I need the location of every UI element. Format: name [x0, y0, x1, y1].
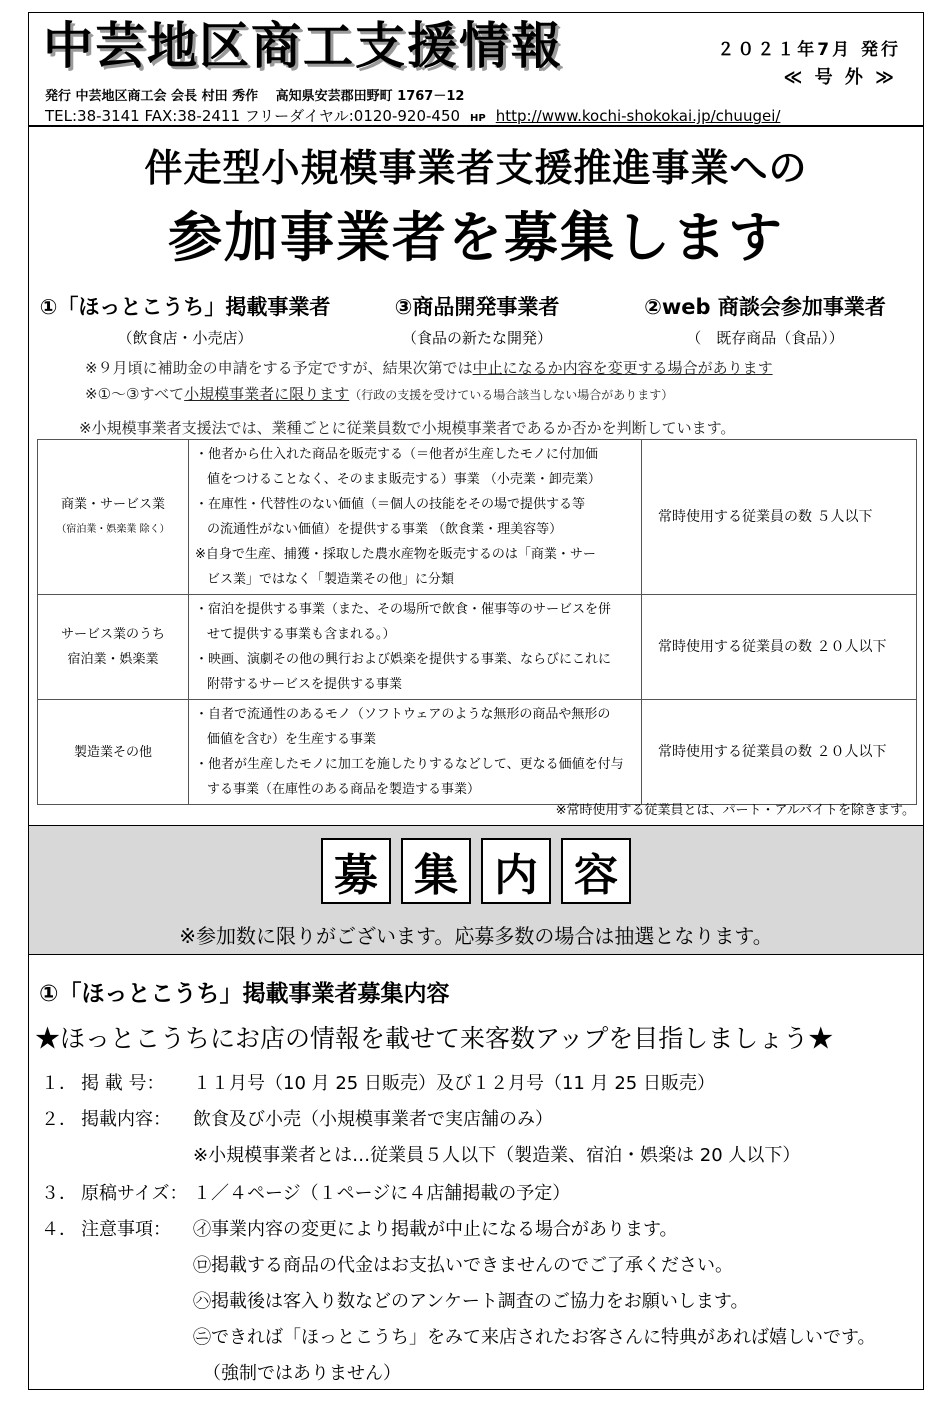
business-type-sub: 宿泊業・娯楽業: [67, 652, 159, 667]
detail-item-continuation: ※小規模事業者とは…従業員５人以下（製造業、宿泊・娯楽は 20 人以下）: [193, 1145, 801, 1166]
detail-item-continuation: ㋥できれば「ほっとこうち」をみて来店されたお客さんに特典があれば嬉しいです。: [193, 1327, 876, 1348]
issue-date: ２０２１年7月 発行: [717, 40, 901, 60]
masthead-title: 中芸地区商工支援情報: [43, 17, 563, 75]
item-label: 注意事項：: [81, 1219, 171, 1240]
business-type-cell: [38, 595, 189, 700]
issue-type: ≪ 号 外 ≫: [783, 67, 897, 88]
item-number: ４．: [41, 1219, 77, 1240]
detail-item-continuation: （強制ではありません）: [203, 1363, 401, 1384]
business-type: サービス業のうち: [60, 627, 165, 642]
category-web-meeting: [615, 291, 915, 348]
heading-char-box: 募: [321, 838, 391, 904]
heading-char-box: 容: [561, 838, 631, 904]
description-line: 値をつけることなく、そのまま販売する）事業 （小売業・卸売業）: [207, 472, 601, 487]
detail-item-issue: [41, 1069, 715, 1095]
homepage-link[interactable]: http://www.kochi-shokokai.jp/chuugei/: [495, 107, 781, 125]
description-line: する事業（在庫性のある商品を製造する事業）: [207, 782, 481, 797]
section-tagline: ★ほっとこうちにお店の情報を載せて来客数アップを目指しましょう★: [35, 1024, 834, 1053]
item-label: 原稿サイズ：: [81, 1183, 188, 1204]
item-value: １／４ページ（１ページに４店舗掲載の予定）: [193, 1183, 571, 1204]
description-line: ・自者で流通性のあるモノ（ソフトウェアのような無形の商品や無形の: [195, 707, 611, 722]
description-line: せて提供する事業も含まれる。）: [207, 627, 396, 642]
detail-item-size: [41, 1179, 570, 1205]
business-type-cell: [38, 440, 189, 595]
description-line: ・宿泊を提供する事業（また、その場所で飲食・催事等のサービスを併: [195, 602, 612, 617]
item-number: ３．: [41, 1183, 77, 1204]
item-label: 掲載内容：: [81, 1109, 171, 1130]
heading-char-box: 集: [401, 838, 471, 904]
description-line: ビス業」ではなく「製造業その他」に分類: [207, 572, 455, 587]
business-description-cell: [189, 700, 642, 805]
item-value: １１月号（10 月 25 日販売）及び１２月号（11 月 25 日販売）: [193, 1073, 715, 1094]
item-number: ２．: [41, 1109, 77, 1130]
contact-numbers: TEL:38-3141 FAX:38-2411 フリーダイヤル:0120-920-450: [45, 107, 461, 125]
note-eligibility: [85, 383, 673, 404]
item-value: 飲食及び小売（小規模事業者で実店舗のみ）: [193, 1109, 553, 1130]
description-line: 価値を含む）を生産する事業: [207, 732, 377, 747]
detail-item-continuation: ㋺掲載する商品の代金はお支払いできませんのでご了承ください。: [193, 1255, 733, 1276]
description-line: ※自身で生産、捕獲・採取した農水産物を販売するのは「商業・サー: [195, 547, 596, 562]
description-line: ・映画、演劇その他の興行および娯楽を提供する事業、ならびにこれに: [195, 652, 612, 667]
note-text: ※９月頃に補助金の申請をする予定ですが、結果次第では: [85, 359, 473, 377]
description-line: 附帯するサービスを提供する事業: [207, 677, 403, 692]
item-value: ㋑事業内容の変更により掲載が中止になる場合があります。: [193, 1219, 678, 1240]
category-subtitle: （食品の新たな開発）: [401, 329, 552, 347]
employee-limit-cell: 常時使用する従業員の数 ５人以下: [642, 440, 917, 595]
section-title: ①「ほっとこうち」掲載事業者募集内容: [39, 981, 450, 1007]
detail-item-continuation: ㋩掲載後は客入り数などのアンケート調査のご協力をお願いします。: [193, 1291, 749, 1312]
business-description-cell: [189, 595, 642, 700]
category-subtitle: （ 既存商品（食品））: [686, 329, 844, 347]
note-underlined: 中止になるか内容を変更する場合があります: [472, 359, 773, 377]
description-line: の流通性がない価値）を提供する事業 （飲食業・理美容等）: [207, 522, 563, 537]
headline-line-1: 伴走型小規模事業者支援推進事業への: [144, 146, 808, 190]
contact-line: [45, 105, 780, 126]
recruit-banner: [29, 825, 923, 955]
detail-item-cautions: [41, 1215, 678, 1241]
item-number: １．: [41, 1073, 77, 1094]
table-row: [38, 440, 917, 595]
category-product-dev: [327, 291, 627, 348]
description-line: ・在庫性・代替性のない価値（＝個人の技能をその場で提供する等: [195, 497, 586, 512]
employee-limit-cell: 常時使用する従業員の数 ２０人以下: [642, 700, 917, 805]
description-line: ・他者から仕入れた商品を販売する（＝他者が生産したモノに付加価: [195, 447, 598, 462]
category-subtitle: （飲食店・小売店）: [117, 329, 253, 347]
table-row: [38, 595, 917, 700]
detail-item-content: [41, 1105, 553, 1131]
item-label: 掲 載 号：: [81, 1073, 165, 1094]
heading-char-box: 内: [481, 838, 551, 904]
business-type-cell: 製造業その他: [38, 700, 189, 805]
lottery-note: ※参加数に限りがございます。応募多数の場合は抽選となります。: [179, 924, 773, 948]
note-underlined: 小規模事業者に限ります: [184, 385, 350, 403]
business-type: 商業・サービス業: [60, 497, 165, 512]
business-description-cell: [189, 440, 642, 595]
category-hotkochi: [35, 291, 335, 348]
masthead: [29, 13, 923, 127]
category-title: ①「ほっとこうち」掲載事業者: [39, 295, 331, 319]
business-size-table: [37, 439, 917, 805]
headline-line-2: 参加事業者を募集します: [168, 206, 784, 269]
flyer-frame: [28, 12, 924, 1390]
table-footnote: ※常時使用する従業員とは、パート・アルバイトを除きます。: [555, 803, 915, 818]
description-line: ・他者が生産したモノに加工を施したりするなどして、更なる価値を付与: [195, 757, 624, 772]
publisher-info: 発行 中芸地区商工会 会長 村田 秀作 高知県安芸郡田野町 1767－12: [45, 89, 465, 104]
employee-limit-cell: 常時使用する従業員の数 ２０人以下: [642, 595, 917, 700]
note-small: （行政の支援を受けている場合該当しない場合があります）: [349, 388, 674, 402]
note-text: ※①～③すべて: [85, 385, 185, 403]
business-type-note: （宿泊業・娯楽業 除く）: [56, 524, 170, 535]
table-row: [38, 700, 917, 805]
note-schedule: [85, 357, 773, 378]
note-law: ※小規模事業者支援法では、業種ごとに従業員数で小規模事業者であるか否かを判断しています。: [79, 419, 736, 437]
category-title: ③商品開発事業者: [394, 295, 560, 319]
category-title: ②web 商談会参加事業者: [644, 295, 886, 319]
recruit-heading: [29, 838, 923, 904]
hp-label: HP: [470, 113, 486, 124]
